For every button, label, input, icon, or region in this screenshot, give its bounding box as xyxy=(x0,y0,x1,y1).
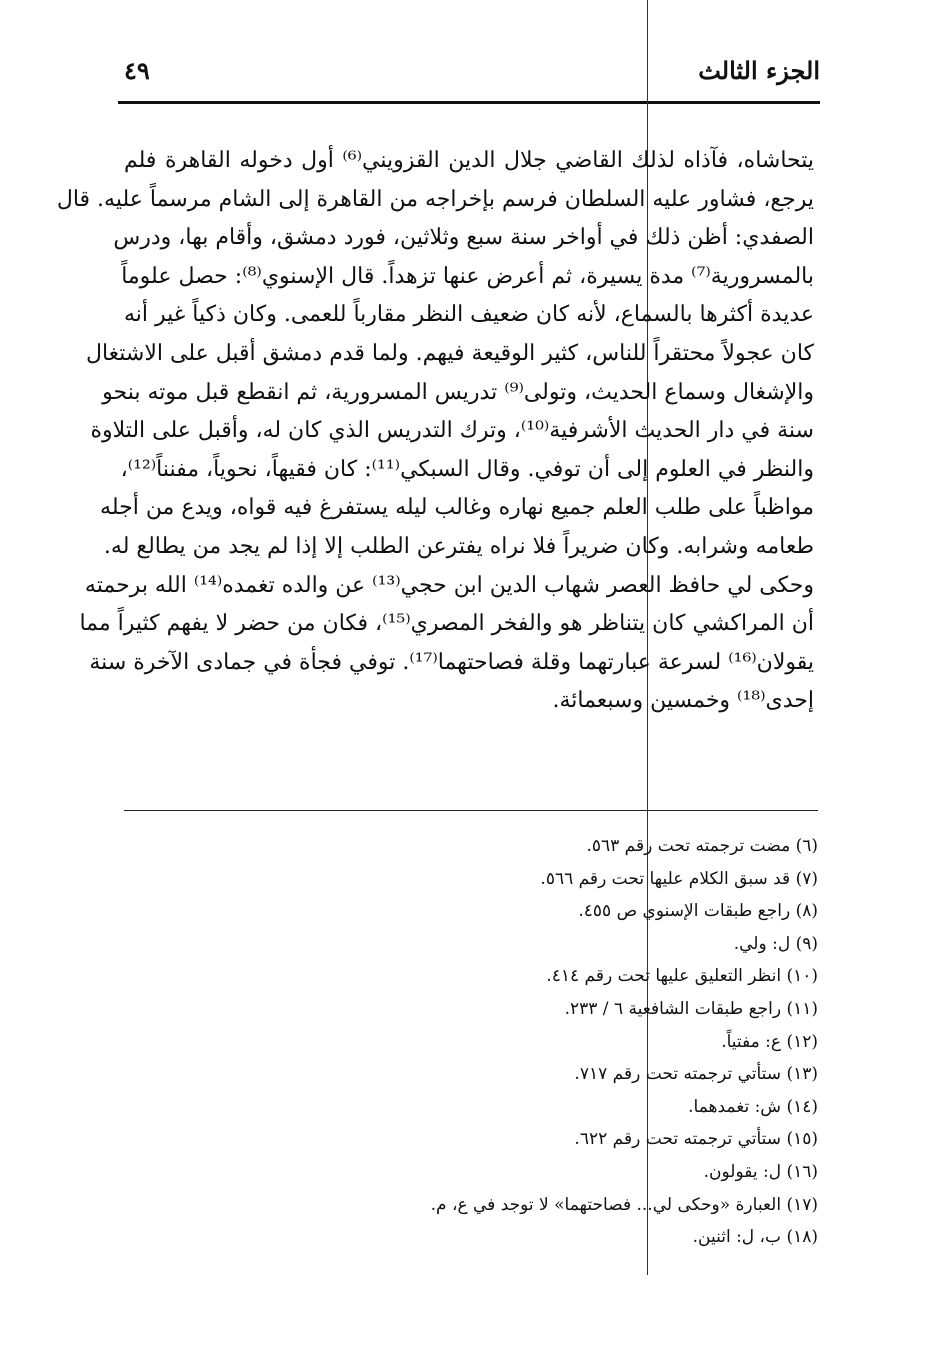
footnote-item: (١٨) ب، ل: اثنين. xyxy=(692,1227,818,1248)
running-title: الجزء الثالث xyxy=(698,56,820,85)
text-line: طعامه وشرابه. وكان ضريراً فلا نراه يفترعن الطلب إلا إذا لم يجد من يطالع له. xyxy=(103,533,814,559)
footnote-item: (١٢) ع: مفتياً. xyxy=(721,1031,818,1052)
text-line: وحكى لي حافظ العصر شهاب الدين ابن حجي⁽¹³⁾ عن والده تغمده⁽¹⁴⁾ الله برحمته xyxy=(84,572,814,598)
page-number: ٤٩ xyxy=(124,56,150,85)
text-line: الصفدي: أظن ذلك في أواخر سنة سبع وثلاثين، فورد دمشق، وأقام بها، ودرس xyxy=(113,225,814,251)
header-rule xyxy=(118,101,820,104)
footnote-item: (١٧) العبارة «وحكى لي... فصاحتهما» لا توجد في ع، م. xyxy=(430,1194,818,1215)
footnote-item: (١٣) ستأتي ترجمته تحت رقم ٧١٧. xyxy=(574,1064,818,1085)
text-line: بالمسرورية⁽⁷⁾ مدة يسيرة، ثم أعرض عنها تزهداً. قال الإسنوي⁽⁸⁾: حصل علوماً xyxy=(121,263,814,289)
footnote-item: (١٠) انظر التعليق عليها تحت رقم ٤١٤. xyxy=(546,966,818,987)
text-line: يرجع، فشاور عليه السلطان فرسم بإخراجه من القاهرة إلى الشام مرسماً عليه. قال xyxy=(56,186,814,212)
footnote-item: (١٥) ستأتي ترجمته تحت رقم ٦٢٢. xyxy=(574,1129,818,1150)
text-line: والنظر في العلوم إلى أن توفي. وقال السبكي⁽¹¹⁾: كان فقيهاً، نحوياً، مفنناً⁽¹²⁾، xyxy=(120,456,814,482)
text-line: إحدى⁽¹⁸⁾ وخمسين وسبعمائة. xyxy=(552,688,814,714)
footnote-item: (١٦) ل: يقولون. xyxy=(703,1161,818,1182)
footnote-rule xyxy=(124,810,818,811)
text-line: كان عجولاً محتقراً للناس، كثير الوقيعة فيهم. ولما قدم دمشق أقبل على الاشتغال xyxy=(85,340,814,366)
text-line: مواظباً على طلب العلم جميع نهاره وغالب ليله يستفرغ فيه قواه، ويدع من أجله xyxy=(100,495,814,521)
footnote-item: (١٤) ش: تغمدهما. xyxy=(688,1096,818,1117)
footnote-item: (٦) مضت ترجمته تحت رقم ٥٦٣. xyxy=(586,836,818,856)
text-line: أن المراكشي كان يتناظر هو والفخر المصري⁽¹⁵⁾، فكان من حضر لا يفهم كثيراً مما xyxy=(79,611,814,637)
page-header xyxy=(118,52,820,96)
text-line: يتحاشاه، فآذاه لذلك القاضي جلال الدين القزويني⁽⁶⁾ أول دخوله القاهرة فلم xyxy=(124,148,814,173)
text-line: والإشغال وسماع الحديث، وتولى⁽⁹⁾ تدريس المسرورية، ثم انقطع قبل موته بنحو xyxy=(102,379,814,405)
footnote-item: (٧) قد سبق الكلام عليها تحت رقم ٥٦٦. xyxy=(540,868,818,889)
main-text xyxy=(56,142,814,721)
footnote-item: (١١) راجع طبقات الشافعية ٦ / ٢٣٣. xyxy=(564,998,818,1019)
text-line: يقولان⁽¹⁶⁾ لسرعة عبارتهما وقلة فصاحتهما⁽¹⁷⁾. توفي فجأة في جمادى الآخرة سنة xyxy=(89,649,814,675)
footnotes xyxy=(124,830,818,1254)
text-line: سنة في دار الحديث الأشرفية⁽¹⁰⁾، وترك التدريس الذي كان له، وأقبل على التلاوة xyxy=(90,418,814,444)
text-line: عديدة أكثرها بالسماع، لأنه كان ضعيف النظر مقارباً للعمى. وكان ذكياً غير أنه xyxy=(123,302,814,328)
footnote-item: (٩) ل: ولي. xyxy=(733,933,818,954)
footnote-item: (٨) راجع طبقات الإسنوي ص ٤٥٥. xyxy=(578,901,818,922)
